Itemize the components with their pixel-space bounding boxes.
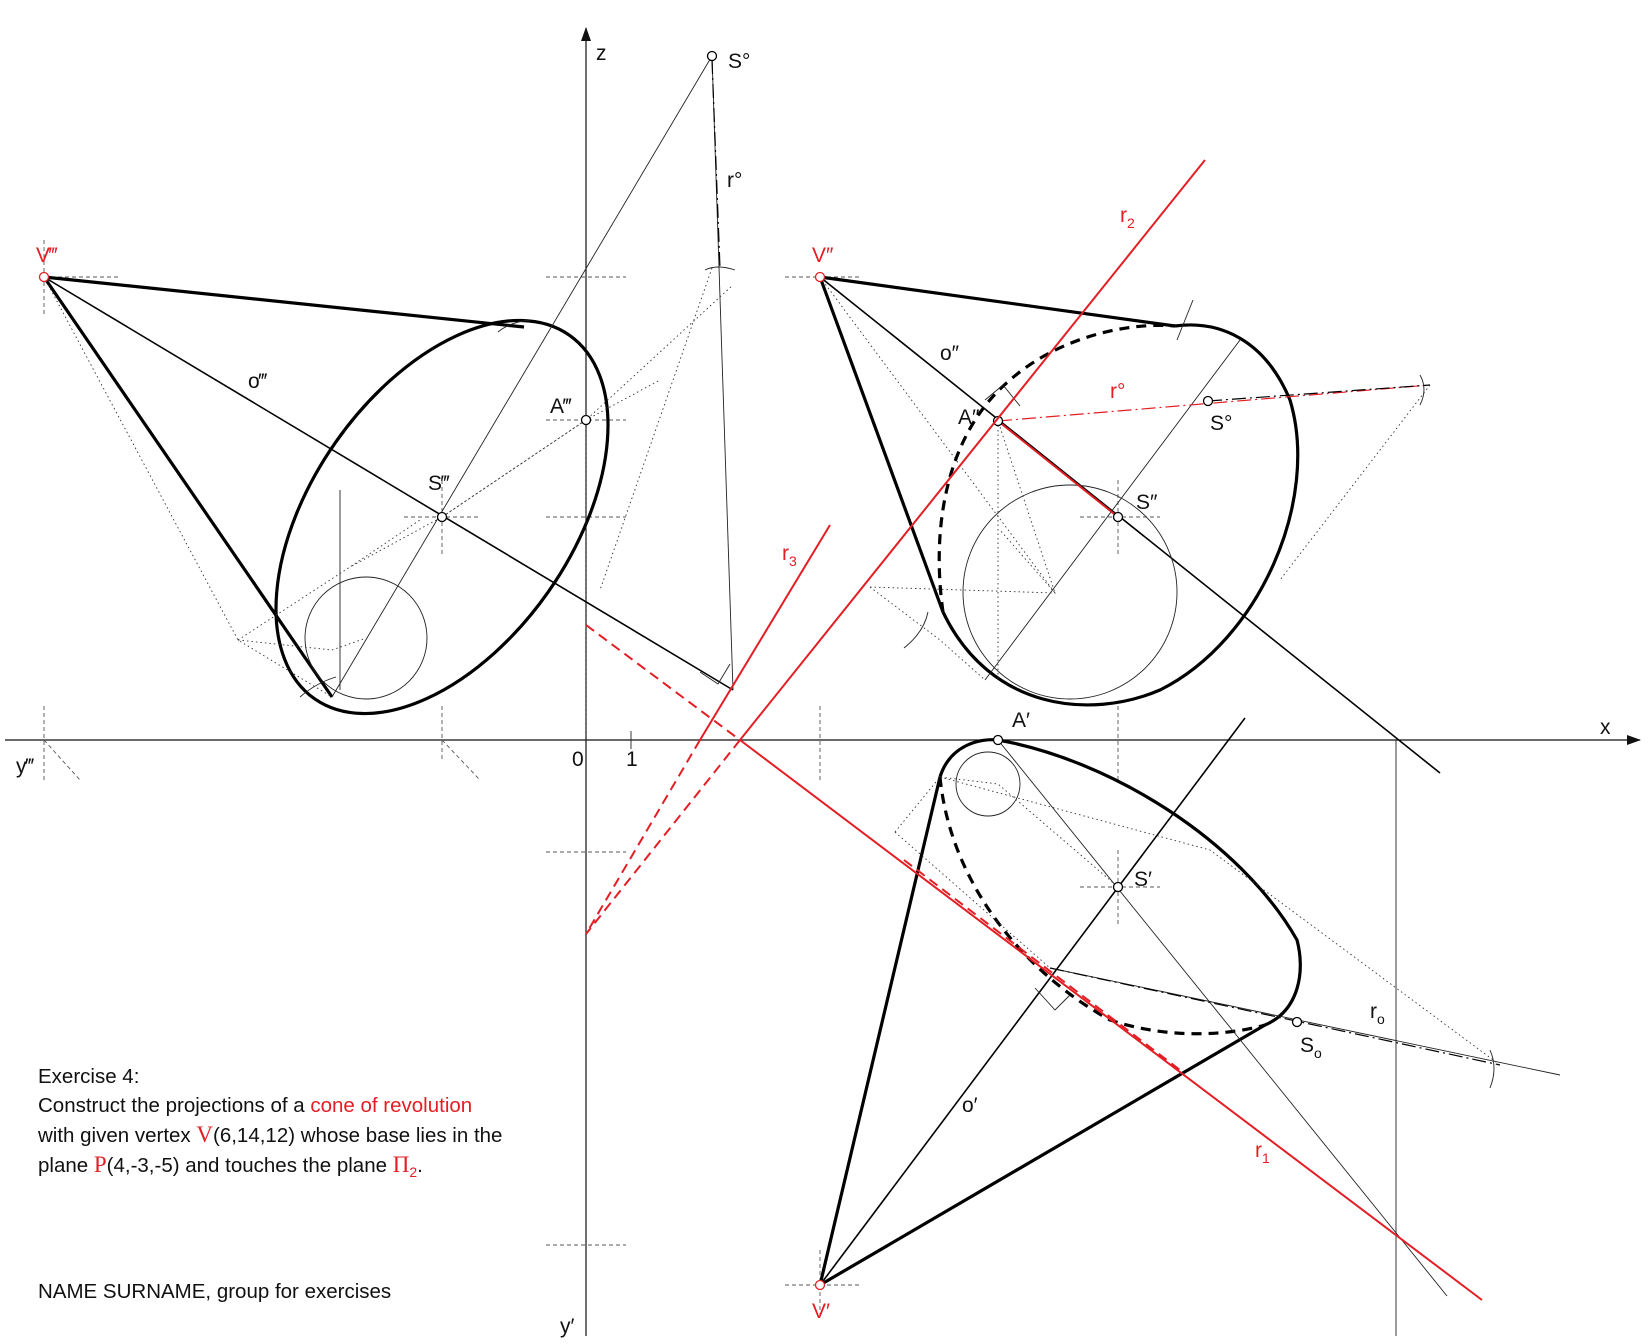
unit-label: 1 — [626, 748, 638, 771]
exercise-description — [38, 1062, 598, 1187]
cone-top-projection — [812, 709, 1560, 1336]
label-r-low: $r_o$ — [1370, 1000, 1385, 1027]
label-r1: $r_1$ — [1255, 1139, 1270, 1166]
label-S-low: $S_o$ — [1300, 1034, 1322, 1061]
y3-axis-label: y‴ — [16, 755, 34, 778]
major-axis-3 — [332, 56, 712, 697]
point-A3 — [582, 416, 591, 425]
label-r-top: r° — [727, 169, 743, 192]
contour-line-lower-3 — [44, 277, 332, 697]
label-r3: $r_3$ — [782, 542, 797, 569]
label-r-mid: r° — [1110, 380, 1126, 403]
label-A3: A‴ — [550, 395, 572, 418]
cone-front-projection — [812, 244, 1440, 773]
author-line: NAME SURNAME, group for exercises — [38, 1280, 392, 1303]
label-o1: o′ — [962, 1094, 978, 1117]
plane-P-traces — [586, 160, 1482, 1300]
line-r-top — [712, 60, 720, 268]
label-o3: o‴ — [248, 370, 268, 393]
point-S3 — [438, 513, 447, 522]
point-S1 — [1114, 883, 1123, 892]
contour-line-right-1 — [820, 1025, 1265, 1285]
contour-line-lower-2 — [820, 277, 943, 612]
trace-r2 — [740, 160, 1205, 740]
label-A1: A′ — [1012, 709, 1030, 732]
base-contour-hidden-1 — [940, 777, 1265, 1034]
point-S-top — [708, 52, 717, 61]
x-axis-label: x — [1600, 716, 1611, 739]
label-A2: A″ — [958, 406, 980, 429]
point-A1 — [994, 736, 1003, 745]
contour-line-left-1 — [820, 777, 940, 1285]
cone-third-projection — [36, 50, 750, 773]
exercise-line-1: Construct the projections of a cone of revolution — [38, 1094, 473, 1117]
label-S3: S‴ — [428, 472, 450, 495]
point-V1 — [816, 1281, 825, 1290]
label-o2: o″ — [940, 342, 960, 365]
label-S1: S′ — [1134, 868, 1152, 891]
label-V3: V‴ — [36, 244, 58, 267]
exercise-heading: Exercise 4: — [38, 1065, 140, 1088]
point-V3 — [40, 273, 49, 282]
label-V2: V″ — [812, 244, 834, 267]
point-S-mid — [1204, 397, 1213, 406]
label-S2: S″ — [1136, 491, 1158, 514]
label-S-top: S° — [728, 50, 751, 73]
z-axis-label: z — [596, 42, 607, 65]
axis-o1 — [820, 718, 1245, 1285]
y1-axis-label: y′ — [560, 1315, 575, 1338]
point-S-low — [1293, 1018, 1302, 1027]
segment-A2-S2 — [998, 421, 1118, 517]
label-S-mid: S° — [1210, 412, 1233, 435]
axis-o3 — [44, 277, 733, 690]
exercise-line-3: plane P(4,-3,-5) and touches the plane $\Pi_2$. — [38, 1152, 423, 1181]
point-S2 — [1114, 513, 1123, 522]
exercise-line-2: with given vertex V(6,14,12) whose base lies in the — [38, 1122, 503, 1147]
construction-circle-1 — [956, 752, 1020, 816]
label-r2: $r_2$ — [1120, 204, 1135, 231]
origin-label: 0 — [572, 748, 584, 771]
point-V2 — [816, 273, 825, 282]
label-V1: V′ — [812, 1300, 830, 1323]
